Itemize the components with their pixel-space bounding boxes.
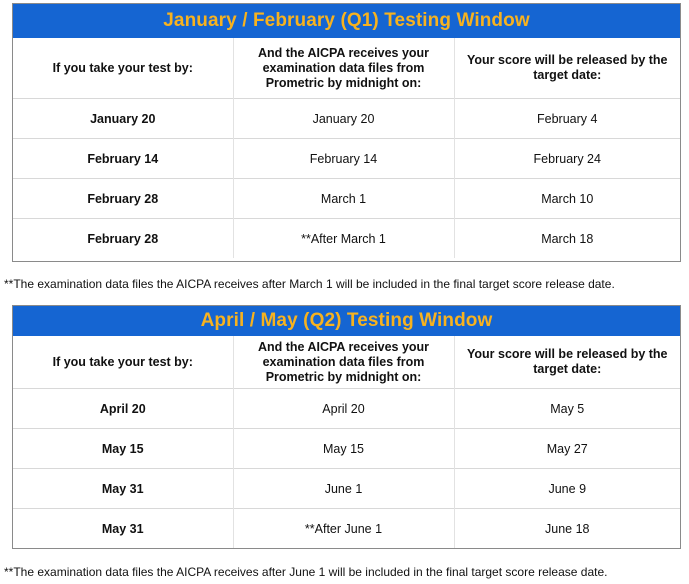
data-received-date: **After June 1 [233, 509, 454, 549]
q1-window-title: January / February (Q1) Testing Window [13, 4, 680, 38]
data-received-date: February 14 [233, 139, 454, 179]
test-by-date: May 31 [13, 509, 233, 549]
q2-schedule-table [13, 336, 680, 548]
score-release-date: June 18 [454, 509, 680, 549]
q2-testing-window-table [12, 305, 681, 549]
data-received-date: **After March 1 [233, 219, 454, 259]
data-received-date: May 15 [233, 429, 454, 469]
q1-schedule-table [13, 38, 680, 258]
q1-header-score-release: Your score will be released by the target date: [454, 38, 680, 99]
q2-header-row [13, 336, 680, 389]
score-release-date: March 18 [454, 219, 680, 259]
table-row [13, 509, 680, 549]
test-by-date: May 15 [13, 429, 233, 469]
data-received-date: April 20 [233, 389, 454, 429]
score-release-date: March 10 [454, 179, 680, 219]
q2-header-aicpa-receives: And the AICPA receives your examination data files from Prometric by midnight on: [233, 336, 454, 389]
score-release-date: June 9 [454, 469, 680, 509]
q2-header-test-by: If you take your test by: [52, 354, 193, 369]
q1-header-aicpa-receives: And the AICPA receives your examination data files from Prometric by midnight on: [233, 38, 454, 99]
table-row [13, 139, 680, 179]
data-received-date: March 1 [233, 179, 454, 219]
test-by-date: January 20 [13, 99, 233, 139]
score-release-date: May 27 [454, 429, 680, 469]
q1-header-row [13, 38, 680, 99]
q1-header-test-by: If you take your test by: [52, 60, 193, 75]
q1-testing-window-table [12, 3, 681, 262]
q1-footnote: **The examination data files the AICPA receives after March 1 will be included in the final target score release date. [4, 277, 615, 291]
data-received-date: June 1 [233, 469, 454, 509]
q2-header-score-release: Your score will be released by the target date: [454, 336, 680, 389]
data-received-date: January 20 [233, 99, 454, 139]
score-release-date: February 24 [454, 139, 680, 179]
table-row [13, 389, 680, 429]
table-row [13, 469, 680, 509]
table-row [13, 219, 680, 259]
table-row [13, 429, 680, 469]
test-by-date: February 28 [13, 219, 233, 259]
test-by-date: April 20 [13, 389, 233, 429]
q2-window-title: April / May (Q2) Testing Window [13, 306, 680, 336]
table-row [13, 99, 680, 139]
q2-footnote: **The examination data files the AICPA receives after June 1 will be included in the final target score release date. [4, 565, 608, 579]
score-release-date: May 5 [454, 389, 680, 429]
table-row [13, 179, 680, 219]
test-by-date: February 28 [13, 179, 233, 219]
test-by-date: May 31 [13, 469, 233, 509]
score-release-date: February 4 [454, 99, 680, 139]
test-by-date: February 14 [13, 139, 233, 179]
